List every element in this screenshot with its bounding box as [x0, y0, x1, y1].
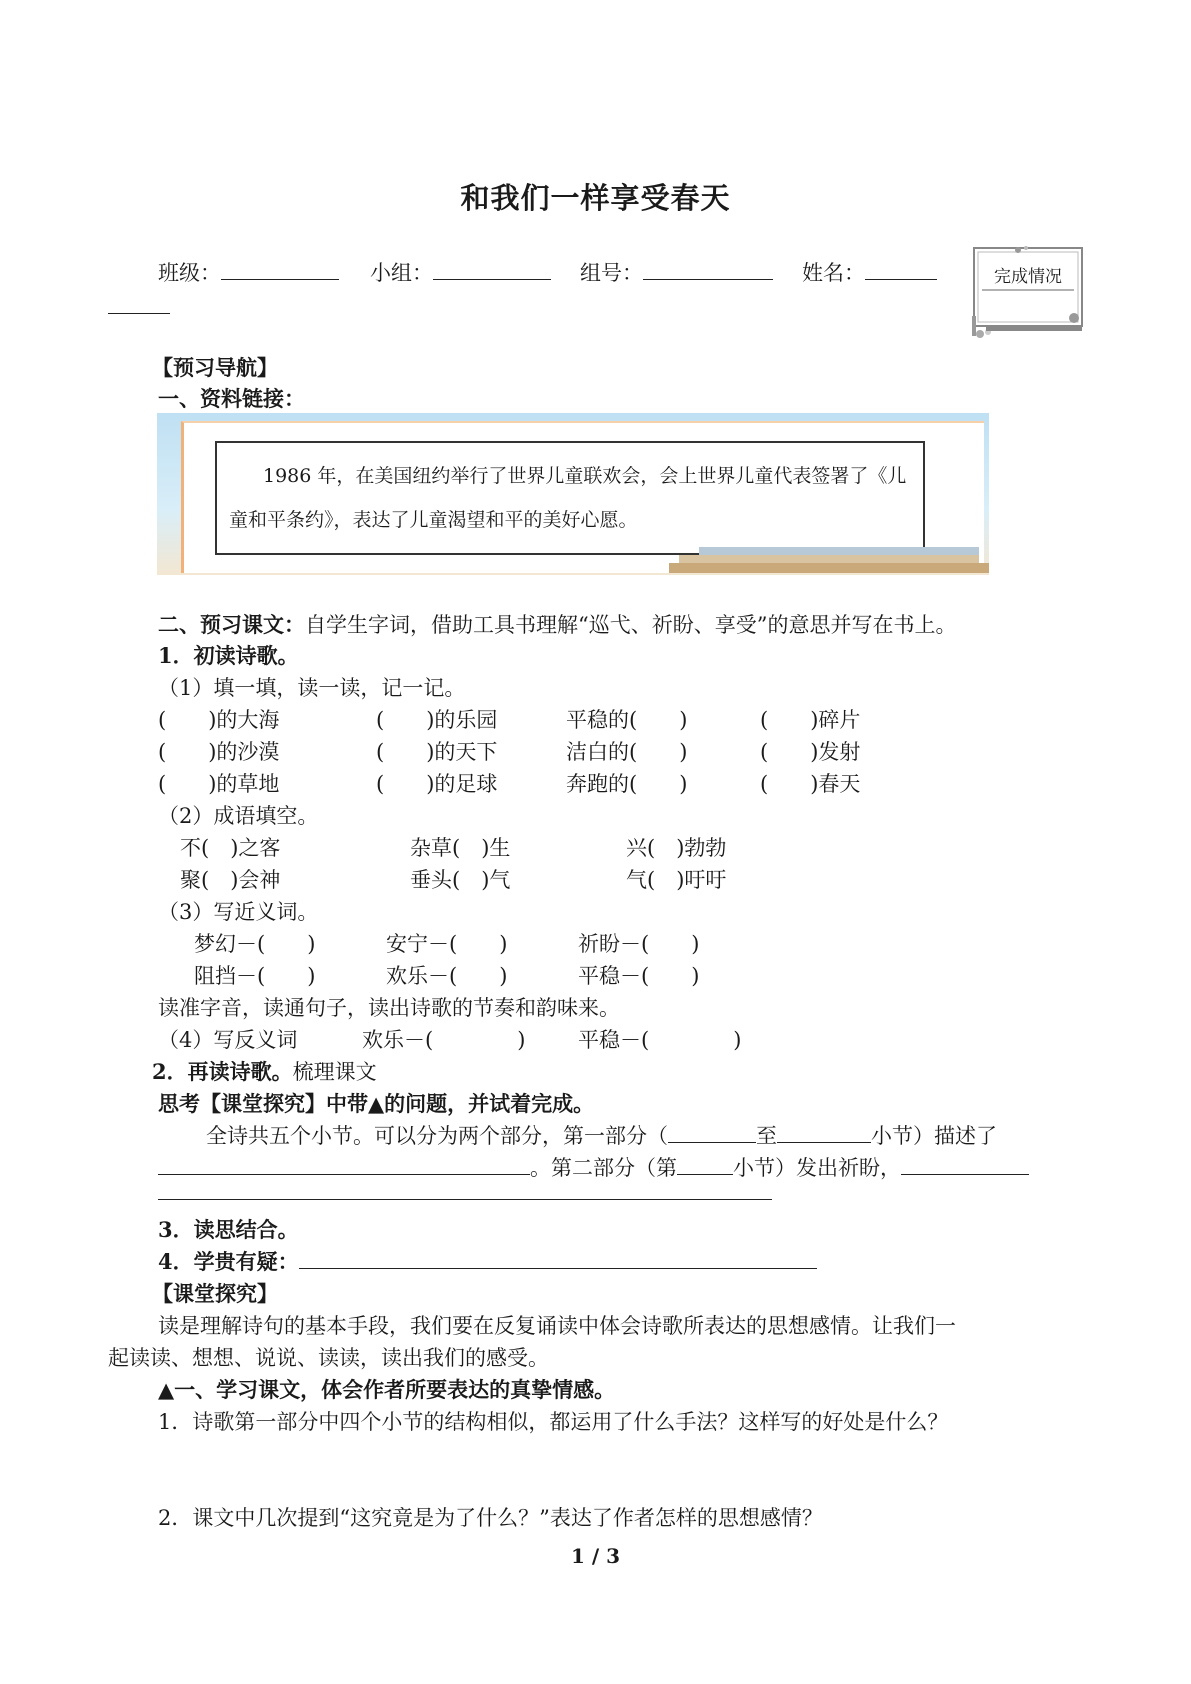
- synonym-cell[interactable]: 平稳－( ): [578, 964, 700, 988]
- name-blank-wrap: [108, 313, 170, 314]
- explore-heading: 【课堂探究】: [152, 1281, 278, 1306]
- resource-panel: [157, 413, 989, 575]
- question-blank[interactable]: [299, 1248, 817, 1269]
- synonym-cell[interactable]: 祈盼－( ): [578, 932, 700, 956]
- page-title: 和我们一样享受春天: [460, 181, 731, 215]
- question-1: 1．诗歌第一部分中四个小节的结构相似，都运用了什么手法？这样写的好处是什么？: [158, 1410, 949, 1434]
- think-line: 思考【课堂探究】中带▲的问题，并试着完成。: [158, 1091, 595, 1116]
- fill-cell[interactable]: ( )的乐园: [376, 708, 498, 732]
- section2-text: 自学生字词，借助工具书理解“巡弋、祈盼、享受”的意思并写在书上。: [305, 613, 957, 637]
- summary-text-b: 至: [756, 1124, 777, 1148]
- name-field: [802, 258, 937, 288]
- synonym-cell[interactable]: 梦幻－( ): [194, 932, 316, 956]
- idiom-row: [0, 833, 1191, 863]
- idiom-cell[interactable]: 气( )吁吁: [626, 868, 727, 892]
- section1-heading: 一、资料链接：: [158, 386, 305, 411]
- fill-cell[interactable]: 平稳的( ): [566, 708, 688, 732]
- fill-row: [0, 737, 1191, 767]
- fill-cell[interactable]: ( )发射: [760, 740, 861, 764]
- class-label: 班级：: [158, 261, 221, 285]
- group-label: 小组：: [370, 261, 433, 285]
- idiom-cell[interactable]: 不( )之客: [180, 836, 281, 860]
- fill-cell[interactable]: ( )的足球: [376, 772, 498, 796]
- explore-section1: ▲一、学习课文，体会作者所要表达的真挚情感。: [158, 1377, 616, 1402]
- synonym-cell[interactable]: 阻挡－( ): [194, 964, 316, 988]
- fill-cell[interactable]: ( )的天下: [376, 740, 498, 764]
- idiom-row: [0, 865, 1191, 895]
- badge-label: 完成情况: [994, 267, 1062, 287]
- fill-row: [0, 769, 1191, 799]
- group-blank[interactable]: [433, 259, 551, 280]
- summary-blank-end[interactable]: [777, 1122, 871, 1143]
- summary-blank-part1[interactable]: [158, 1154, 530, 1175]
- class-blank[interactable]: [221, 259, 339, 280]
- sub3: （3）写近义词。: [158, 900, 319, 924]
- books-icon: [659, 535, 989, 575]
- synonym-cell[interactable]: 欢乐－( ): [386, 964, 508, 988]
- read-line: 读准字音，读通句子，读出诗歌的节奏和韵味来。: [158, 996, 620, 1020]
- item2: [152, 1057, 377, 1087]
- synonym-row: [0, 929, 1191, 959]
- section2-heading: 二、预习课文：: [158, 612, 305, 637]
- sub1: （1）填一填，读一读，记一记。: [158, 676, 466, 700]
- item4-label: 4．学贵有疑：: [158, 1249, 299, 1274]
- preview-heading: 【预习导航】: [152, 355, 278, 380]
- summary-blank-start[interactable]: [668, 1122, 756, 1143]
- fill-cell[interactable]: ( )的沙漠: [158, 740, 280, 764]
- summary-blank-wish[interactable]: [901, 1154, 1029, 1175]
- fill-cell[interactable]: 洁白的( ): [566, 740, 688, 764]
- name-blank[interactable]: [865, 259, 937, 280]
- name-label: 姓名：: [802, 261, 865, 285]
- fill-cell[interactable]: ( )碎片: [760, 708, 861, 732]
- summary-blank-line[interactable]: [158, 1199, 772, 1200]
- summary-line-1: [206, 1121, 997, 1151]
- idiom-cell[interactable]: 聚( )会神: [180, 868, 281, 892]
- summary-text-a: 全诗共五个小节。可以分为两个部分，第一部分（: [206, 1124, 668, 1148]
- fill-cell[interactable]: ( )的大海: [158, 708, 280, 732]
- fill-cell[interactable]: 奔跑的( ): [566, 772, 688, 796]
- item2-text: 梳理课文: [292, 1060, 377, 1084]
- explore-intro-1: 读是理解诗句的基本手段，我们要在反复诵读中体会诗歌所表达的思想感情。让我们一: [158, 1314, 956, 1338]
- fill-cell[interactable]: ( )的草地: [158, 772, 280, 796]
- resource-line-2: 童和平条约》，表达了儿童渴望和平的美好心愿。: [229, 509, 638, 531]
- explore-intro-2: 起读读、想想、说说、读读，读出我们的感受。: [108, 1346, 549, 1370]
- fill-cell[interactable]: ( )春天: [760, 772, 861, 796]
- page-number: 1 / 3: [570, 1544, 621, 1568]
- synonym-cell[interactable]: 安宁－( ): [386, 932, 508, 956]
- question-2: 2．课文中几次提到“这究竟是为了什么？”表达了作者怎样的思想感情？: [158, 1506, 823, 1530]
- resource-line-1: 1986 年，在美国纽约举行了世界儿童联欢会，会上世界儿童代表签署了《儿: [263, 465, 907, 487]
- sub4: （4）写反义词: [158, 1028, 298, 1052]
- antonym-cell[interactable]: 欢乐－( ): [362, 1028, 526, 1052]
- summary-blank-part2[interactable]: [677, 1154, 733, 1175]
- completion-badge: [968, 242, 1088, 340]
- summary-line-2: [158, 1153, 1029, 1183]
- item4: [158, 1247, 817, 1277]
- section2-line: [158, 610, 956, 640]
- summary-text-d: 。第二部分（第: [530, 1156, 677, 1180]
- synonym-row: [0, 961, 1191, 991]
- idiom-cell[interactable]: 兴( )勃勃: [626, 836, 727, 860]
- number-field: [580, 258, 773, 288]
- number-blank[interactable]: [643, 259, 773, 280]
- fill-row: [0, 705, 1191, 735]
- group-field: [370, 258, 551, 288]
- item3: 3．读思结合。: [158, 1217, 299, 1242]
- idiom-cell[interactable]: 垂头( )气: [410, 868, 511, 892]
- number-label: 组号：: [580, 261, 643, 285]
- summary-text-c: 小节）描述了: [871, 1124, 997, 1148]
- idiom-cell[interactable]: 杂草( )生: [410, 836, 511, 860]
- item1: 1．初读诗歌。: [158, 643, 299, 668]
- sub2: （2）成语填空。: [158, 804, 319, 828]
- item2-heading: 2．再读诗歌。: [152, 1059, 293, 1084]
- antonym-row: [0, 1025, 1191, 1055]
- badge-frame-icon: [968, 242, 1088, 340]
- summary-text-e: 小节）发出祈盼，: [733, 1156, 901, 1180]
- antonym-cell[interactable]: 平稳－( ): [578, 1028, 742, 1052]
- class-field: [158, 258, 339, 288]
